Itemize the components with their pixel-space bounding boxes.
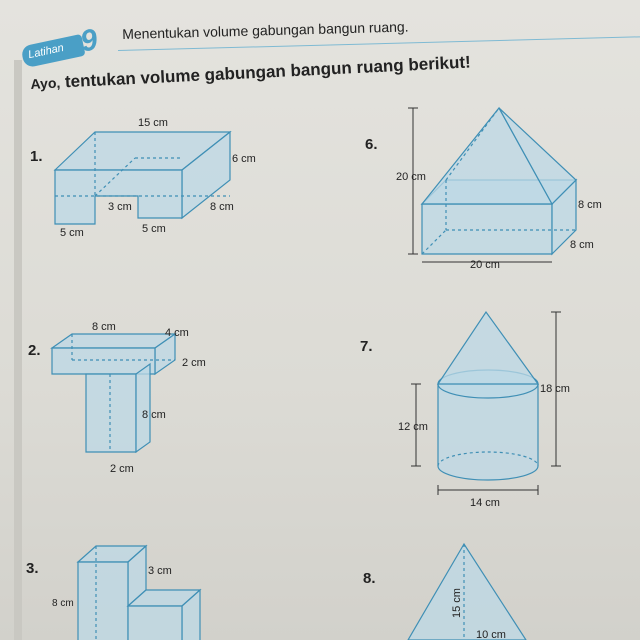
label-6-depth: 8 cm <box>570 239 594 251</box>
label-2-top-depth: 4 cm <box>165 327 189 339</box>
label-8-radius: 10 cm <box>476 629 506 640</box>
problem-number-6: 6. <box>365 136 378 153</box>
label-7-cylinder-height: 12 cm <box>398 421 428 433</box>
label-3-width: 3 cm <box>148 565 172 577</box>
label-1-notch: 3 cm <box>108 201 132 213</box>
label-2-top-height: 2 cm <box>182 357 206 369</box>
figure-8-cone <box>408 544 526 640</box>
problem-number-1: 1. <box>30 148 43 165</box>
label-1-left-width: 5 cm <box>60 227 84 239</box>
figure-3-l-prism <box>78 546 200 640</box>
label-1-height: 6 cm <box>232 153 256 165</box>
task-description: Menentukan volume gabungan bangun ruang. <box>122 18 409 42</box>
problem-number-7: 7. <box>360 338 373 355</box>
label-7-diameter: 14 cm <box>470 497 500 509</box>
badge-number: 9 <box>77 23 101 59</box>
badge-word: Latihan <box>27 41 65 62</box>
label-8-height: 15 cm <box>451 588 463 618</box>
problem-number-3: 3. <box>26 560 39 577</box>
figure-2-t-prism <box>52 334 175 452</box>
problem-number-2: 2. <box>28 342 41 359</box>
figure-7-cylinder-with-cone <box>438 312 538 480</box>
label-2-stem-height: 8 cm <box>142 409 166 421</box>
label-1-right-width: 5 cm <box>142 223 166 235</box>
figure-6-prism-with-pyramid <box>422 108 576 254</box>
label-6-width: 20 cm <box>470 259 500 271</box>
label-3-height: 8 cm <box>52 598 74 609</box>
figure-1-composite-prism <box>55 132 230 224</box>
problem-number-8: 8. <box>363 570 376 587</box>
heading-text: tentukan volume gabungan bangun ruang berikut! <box>64 52 472 92</box>
label-6-prism-height: 8 cm <box>578 199 602 211</box>
label-6-height: 20 cm <box>396 171 426 183</box>
label-2-stem-width: 2 cm <box>110 463 134 475</box>
label-1-depth: 8 cm <box>210 201 234 213</box>
label-2-top-length: 8 cm <box>92 321 116 333</box>
label-1-top-length: 15 cm <box>138 117 168 129</box>
heading-prefix: Ayo, <box>30 74 61 92</box>
label-7-total-height: 18 cm <box>540 383 570 395</box>
